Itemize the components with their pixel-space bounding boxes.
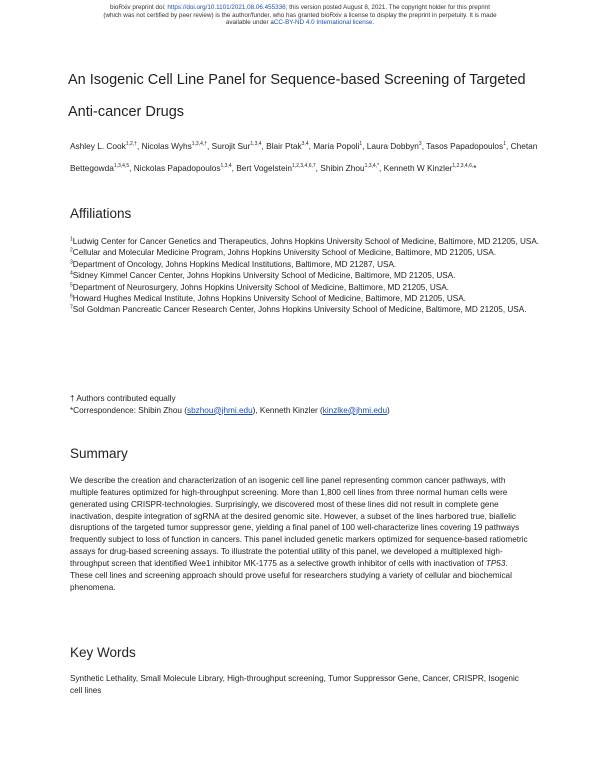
author-affiliation-marker: 3,4 [301, 141, 309, 148]
affiliation-item: $^5$Department of Neurosurgery, Johns Hopkins University School of Medicine, Baltimore, MD 21205, USA. [70, 281, 449, 292]
author-name: Nickolas Papadopoulos [133, 163, 221, 173]
author-list: Ashley L. Cook$^{1,2,\dagger}$, Nicolas Wyhs$^{1,3,4,\dagger}$, Surojit Sur$^{1,3,4}$, Blair Ptak$^{3,4}$, Maria Popoli$^1$, Laura Dobbyn$^3$, Tasos Papadopoulos$^1$, Chetan Bettegowda$^{1,3,4,5}$, Nickolas Papadopoulos$^{1,3,4}$, Bert Vogelstein$^{1,2,3,4,6,7}$, Shibin Zhou$^{1,3,4,*}$, Kenneth W Kinzler$^{1,2,3,4,6,}$* [70, 141, 538, 173]
author-affiliation-marker: 1,3,4 [220, 163, 232, 170]
affiliation-item: $^4$Sidney Kimmel Cancer Center, Johns Hopkins University School of Medicine, Baltimore, MD 21205, USA. [70, 270, 456, 281]
author-name: Maria Popoli [313, 141, 360, 151]
author-name: Ashley L. Cook [70, 141, 126, 151]
author-notes [70, 393, 540, 416]
preprint-header [40, 4, 560, 27]
affiliations-heading: Affiliations [70, 206, 132, 221]
email-link[interactable]: kinzlke@jhmi.edu [322, 405, 388, 415]
paper-title-line1: An Isogenic Cell Line Panel for Sequence-based Screening of Targeted [68, 72, 526, 88]
header-text: . [372, 19, 375, 26]
author-affiliation-marker: 1,3,4 [250, 141, 262, 148]
author-name: Blair Ptak [266, 141, 302, 151]
author-affiliation-marker: 1,2,† [125, 141, 137, 148]
affiliation-item: $^1$Ludwig Center for Cancer Genetics and Therapeutics, Johns Hopkins University School of Medicine, Baltimore, MD 21205, USA. [70, 236, 540, 246]
author-affiliation-marker: 1,2,3,4,6,7 [292, 163, 316, 170]
doi-link[interactable]: https://doi.org/10.1101/2021.08.06.455336 [167, 4, 286, 11]
email-link[interactable]: sbzhou@jhmi.edu [186, 405, 253, 415]
affiliation-item: $^6$Howard Hughes Medical Institute, Johns Hopkins University School of Medicine, Baltimore, MD 21205, USA. [70, 293, 466, 304]
author-affiliation-marker: 1 [503, 141, 506, 148]
affiliation-list [70, 236, 540, 316]
affiliation-item: $^7$Sol Goldman Pancreatic Cancer Research Center, Johns Hopkins University School of Medicine, Baltimore, MD 21205, USA. [70, 304, 527, 315]
author-affiliation-marker: 1,3,4,* [364, 163, 380, 170]
keywords-heading: Key Words [70, 645, 136, 660]
author-name: Nicolas Wyhs [141, 141, 192, 151]
author-name: Bert Vogelstein [236, 163, 293, 173]
author-name: Surojit Sur [211, 141, 251, 151]
header-text: (which was not certified by peer review) is the author/funder, who has granted bioRxiv a license to display the preprint in perpetuity. It is made [103, 11, 497, 19]
author-affiliation-marker: 1,3,4,† [191, 141, 208, 148]
header-text: bioRxiv preprint doi: [110, 4, 168, 11]
keywords-text: Synthetic Lethality, Small Molecule Library, High-throughput screening, Tumor Suppressor Gene, Cancer, CRISPR, Isogenic cell lines [70, 674, 519, 695]
author-name: Laura Dobbyn [366, 141, 419, 151]
author-affiliation-marker: 1,3,4,5 [113, 163, 130, 170]
license-link[interactable]: CC-BY-ND 4.0 International license [273, 19, 373, 26]
author-affiliation-marker: 3 [418, 141, 422, 148]
author-affiliation-marker: 1,2,3,4,6, [452, 163, 474, 170]
author-name: Tasos Papadopoulos [426, 141, 504, 151]
affiliation-item: $^2$Cellular and Molecular Medicine Program, Johns Hopkins University School of Medicine, Baltimore, MD 21205, USA. [70, 247, 496, 258]
author-name: Chetan Bettegowda [70, 141, 538, 173]
summary-paragraph: We describe the creation and characterization of an isogenic cell line panel representing common cancer pathways, with multiple features optimized for high-throughput screening. More than 1,800 cell lines from three normal human cells were generated using CRISPR-technologies. Surprisingly, we discovered most of these lines did not result in complete gene inactivation, despite integration of sgRNA at the desired genomic site. However, a subset of the lines harbored true, biallelic disruptions of the targeted tumor suppressor gene, yielding a final panel of 100 well-characterize lines covering 19 pathways frequently subject to loss of function in cancers. This panel included genetic markers optimized for sequence-based ratiometric assays for drug-based screening assays. To illustrate the potential utility of this panel, we developed a multiplexed high-throughput screen that identified Wee1 inhibitor MK-1775 as a selective growth inhibitor of cells with inactivation of TP53. These cell lines and screening approach should prove useful for researchers studying a variety of cellular and biochemical phenomena. [70, 476, 528, 592]
affiliation-item: $^3$Department of Oncology, Johns Hopkins Medical Institutions, Baltimore, MD 21287, USA. [70, 259, 397, 269]
author-name: Shibin Zhou [320, 163, 365, 173]
author-affiliation-marker: 1 [359, 141, 363, 148]
gene-name: TP53 [485, 558, 506, 568]
summary-heading: Summary [70, 446, 128, 461]
equal-contribution-note: † Authors contributed equally [70, 394, 176, 403]
paper-title-line2: Anti-cancer Drugs [68, 104, 185, 120]
correspondence-note: *Correspondence: Shibin Zhou (sbzhou@jhmi.edu), Kenneth Kinzler (kinzlke@jhmi.edu) [70, 405, 390, 415]
author-name: Kenneth W Kinzler [383, 163, 453, 173]
header-text: ; this version posted August 8, 2021. The copyright holder for this preprint [285, 4, 490, 11]
header-text: available under a [225, 19, 274, 26]
corresponding-marker: * [473, 163, 477, 173]
